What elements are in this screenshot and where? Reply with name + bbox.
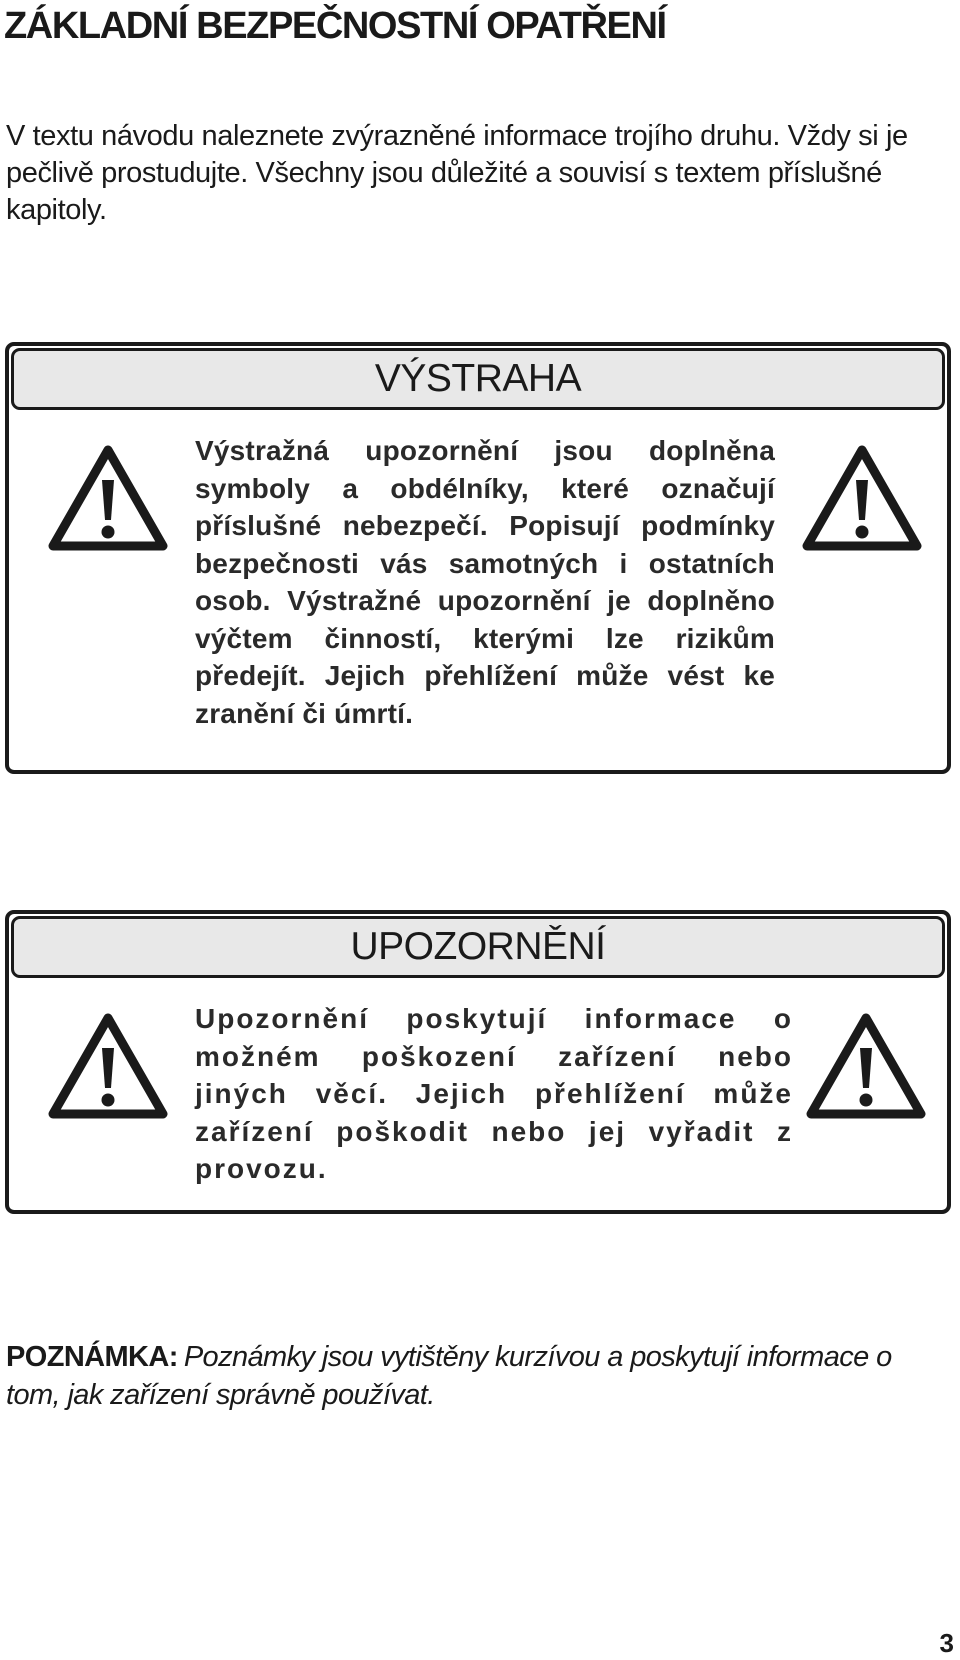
note-label: POZNÁMKA: [6, 1341, 178, 1373]
caution-heading: UPOZORNĚNÍ [11, 916, 945, 978]
page-title: ZÁKLADNÍ BEZPEČNOSTNÍ OPATŘENÍ [4, 5, 666, 47]
warning-triangle-icon [45, 1010, 171, 1122]
intro-paragraph: V textu návodu naleznete zvýrazněné informace trojího druhu. Vždy si je pečlivě prostudujte. Všechny jsou důležité a souvisí s textem příslušné kapitoly. [6, 120, 908, 226]
warning-triangle-icon [45, 442, 171, 554]
warning-triangle-icon [799, 442, 925, 554]
note-paragraph [6, 1338, 946, 1414]
warning-heading: VÝSTRAHA [11, 348, 945, 410]
caution-box [5, 910, 951, 1214]
page-number: 3 [939, 1628, 954, 1658]
note-text: Poznámky jsou vytištěny kurzívou a poskytují informace o tom, jak zařízení správně používat. [6, 1341, 892, 1411]
warning-box [5, 342, 951, 774]
caution-text: Upozornění poskytují informace o možném poškození zařízení nebo jiných věcí. Jejich přehlížení může zařízení poškodit nebo jej vyřadit z provozu. [195, 1003, 793, 1184]
warning-triangle-icon [803, 1010, 929, 1122]
warning-text: Výstražná upozornění jsou doplněna symboly a obdélníky, které označují příslušné nebezpečí. Popisují podmínky bezpečnosti vás samotných i ostatních osob. Výstražné upozornění je doplněno výčtem činností, kterými lze rizikům předejít. Jejich přehlížení může vést ke zranění či úmrtí. [195, 435, 775, 729]
